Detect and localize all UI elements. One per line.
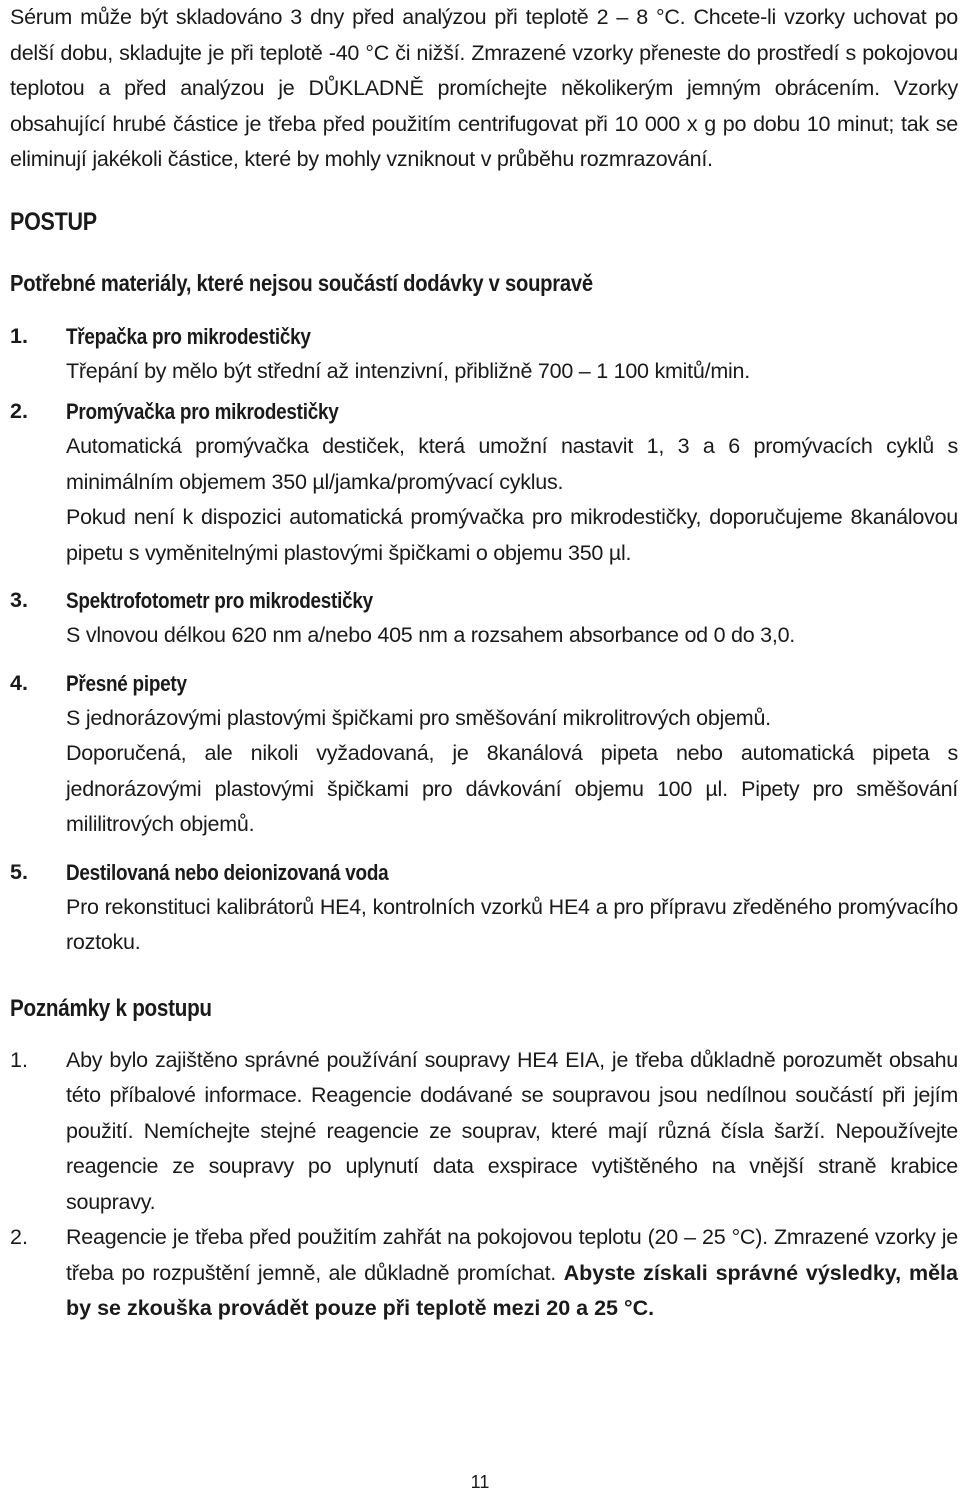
item-number: 5. <box>10 859 28 884</box>
item-number: 3. <box>10 588 28 612</box>
materials-item-2 <box>10 394 958 571</box>
note-item-2 <box>10 1220 958 1327</box>
page-number: 11 <box>470 1472 490 1492</box>
note-number: 2. <box>10 1225 28 1249</box>
materials-heading: Potřebné materiály, které nejsou součástí dodávky v soupravě <box>10 269 593 296</box>
materials-list <box>10 319 958 961</box>
item-description: Třepání by mělo být střední až intenzivní, přibližně 700 – 1 100 kmitů/min. <box>66 358 750 383</box>
item-description: Doporučená, ale nikoli vyžadovaná, je 8kanálová pipeta nebo automatická pipeta s jednorázovými plastovými špičkami pro dávkování objemu 100 µl. Pipety pro směšování mililitrových objemů. <box>66 741 958 836</box>
item-description: Pokud není k dispozici automatická promývačka pro mikrodestičky, doporučujeme 8kanálovou pipetu s vyměnitelnými plastovými špičkami o objemu 350 µl. <box>66 505 958 565</box>
note-emphasis: Abyste získali správné výsledky, měla by se zkouška provádět pouze při teplotě mezi 20 a 25 °C. <box>66 1260 958 1320</box>
item-description: S vlnovou délkou 620 nm a/nebo 405 nm a rozsahem absorbance od 0 do 3,0. <box>66 623 796 647</box>
item-description: S jednorázovými plastovými špičkami pro směšování mikrolitrových objemů. <box>66 705 771 730</box>
note-text <box>66 1220 958 1327</box>
item-title: Promývačka pro mikrodestičky <box>66 399 339 424</box>
materials-item-5 <box>10 855 958 961</box>
note-body: Reagencie je třeba před použitím zahřát na pokojovou teplotu (20 – 25 °C). Zmrazené vzorky je třeba po rozpuštění jemně, ale důkladně promíchat. <box>66 1225 958 1285</box>
item-number: 1. <box>10 323 28 348</box>
item-title: Přesné pipety <box>66 670 187 696</box>
item-description: Pro rekonstituci kalibrátorů HE4, kontrolních vzorků HE4 a pro přípravu zředěného promývacího roztoku. <box>66 894 958 954</box>
materials-item-3 <box>10 583 958 654</box>
item-title: Destilovaná nebo deionizovaná voda <box>66 859 389 885</box>
note-text <box>66 1043 958 1221</box>
note-body: Aby bylo zajištěno správné používání soupravy HE4 EIA, je třeba důkladně porozumět obsahu této příbalové informace. Reagencie dodávané se soupravou jsou nedílnou součástí při jejím použití. Nemíchejte stejné reagencie ze souprav, které mají různá čísla šarží. Nepoužívejte reagencie ze soupravy po uplynutí data exspirace vytištěného na vnější straně krabice soupravy. <box>66 1047 958 1214</box>
item-number: 2. <box>10 399 28 423</box>
item-description: Automatická promývačka destiček, která umožní nastavit 1, 3 a 6 promývacích cyklů s minimálním objemem 350 µl/jamka/promývací cyklus. <box>66 434 958 494</box>
document-page <box>10 0 958 1327</box>
item-title: Spektrofotometr pro mikrodestičky <box>66 588 373 613</box>
notes-list <box>10 1043 958 1327</box>
note-number: 1. <box>10 1047 28 1072</box>
materials-item-4 <box>10 666 958 843</box>
item-title: Třepačka pro mikrodestičky <box>66 323 311 349</box>
notes-heading: Poznámky k postupu <box>10 994 212 1022</box>
section-heading-postup: POSTUP <box>10 207 97 236</box>
note-item-1 <box>10 1043 958 1221</box>
intro-paragraph: Sérum může být skladováno 3 dny před analýzou při teplotě 2 – 8 °C. Chcete-li vzorky uchovat po delší dobu, skladujte je při teplotě -40 °C či nižší. Zmrazené vzorky přeneste do prostředí s pokojovou teplotou a před analýzou je DŮKLADNĚ promíchejte několikerým jemným obrácením. Vzorky obsahující hrubé částice je třeba před použitím centrifugovat při 10 000 x g po dobu 10 minut; tak se eliminují jakékoli částice, které by mohly vzniknout v průběhu rozmrazování. <box>10 5 958 171</box>
item-number: 4. <box>10 670 28 695</box>
materials-item-1 <box>10 319 958 390</box>
